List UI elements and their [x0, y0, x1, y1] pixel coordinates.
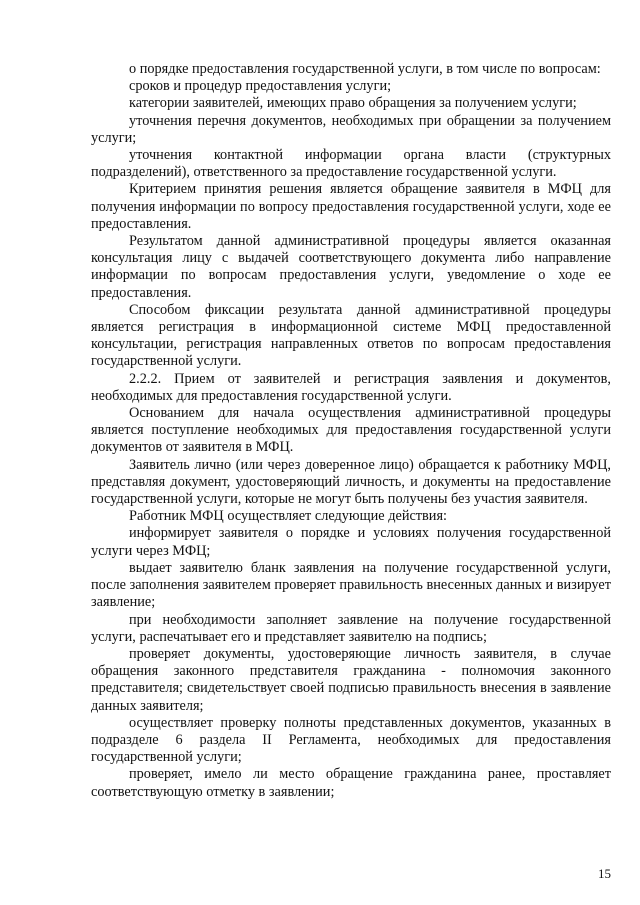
paragraph: 2.2.2. Прием от заявителей и регистрация заявления и документов, необходимых для предоставления государственной услуги. [91, 370, 611, 404]
paragraph: сроков и процедур предоставления услуги; [129, 78, 392, 95]
paragraph: осуществляет проверку полноты представленных документов, указанных в подразделе 6 раздела II Регламента, необходимых для предоставления государственной услуги; [91, 714, 611, 766]
paragraph: Результатом данной административной процедуры является оказанная консультация лицу с выдачей соответствующего документа либо направление информации по вопросам предоставления услуги, уведомление о ходе ее предоставления. [91, 233, 611, 301]
paragraph: выдает заявителю бланк заявления на получение государственной услуги, после заполнения заявителем проверяет правильность внесенных данных и визирует заявление; [91, 559, 611, 611]
page-number: 15 [598, 866, 611, 881]
paragraph: уточнения контактной информации органа власти (структурных подразделений), ответственного за предоставление государственной услуги. [91, 147, 611, 181]
paragraph: Работник МФЦ осуществляет следующие действия: [129, 508, 448, 525]
paragraph: Способом фиксации результата данной административной процедуры является регистрация в информационной системе МФЦ предоставленной консультации, регистрация направленных ответов по вопросам предоставления государственной услуги. [91, 301, 611, 370]
paragraph: категории заявителей, имеющих право обращения за получением услуги; [129, 95, 577, 112]
paragraph: проверяет документы, удостоверяющие личность заявителя, в случае обращения законного представителя гражданина - полномочия законного представителя; свидетельствует своей подписью правильность внесения в заявление данных заявителя; [91, 645, 611, 714]
paragraph: уточнения перечня документов, необходимых при обращении за получением услуги; [91, 112, 611, 146]
paragraph: при необходимости заполняет заявление на получение государственной услуги, распечатывает его и представляет заявителю на подпись; [91, 611, 611, 645]
paragraph: проверяет, имело ли место обращение гражданина ранее, проставляет соответствующую отметку в заявлении; [91, 766, 611, 800]
paragraph: Критерием принятия решения является обращение заявителя в МФЦ для получения информации по вопросу предоставления государственной услуги, ходе ее предоставления. [91, 181, 611, 232]
paragraph: Основанием для начала осуществления административной процедуры является поступление необходимых для предоставления государственной услуги документов от заявителя в МФЦ. [91, 405, 611, 456]
paragraph: о порядке предоставления государственной услуги, в том числе по вопросам: [129, 61, 601, 77]
paragraph: Заявитель лично (или через доверенное лицо) обращается к работнику МФЦ, представляя документ, удостоверяющий личность, и документы на предоставление государственной услуги, которые не могут быть получены без участия заявителя. [91, 456, 611, 508]
document-body [91, 61, 611, 801]
paragraph: информирует заявителя о порядке и условиях получения государственной услуги через МФЦ; [91, 525, 611, 559]
